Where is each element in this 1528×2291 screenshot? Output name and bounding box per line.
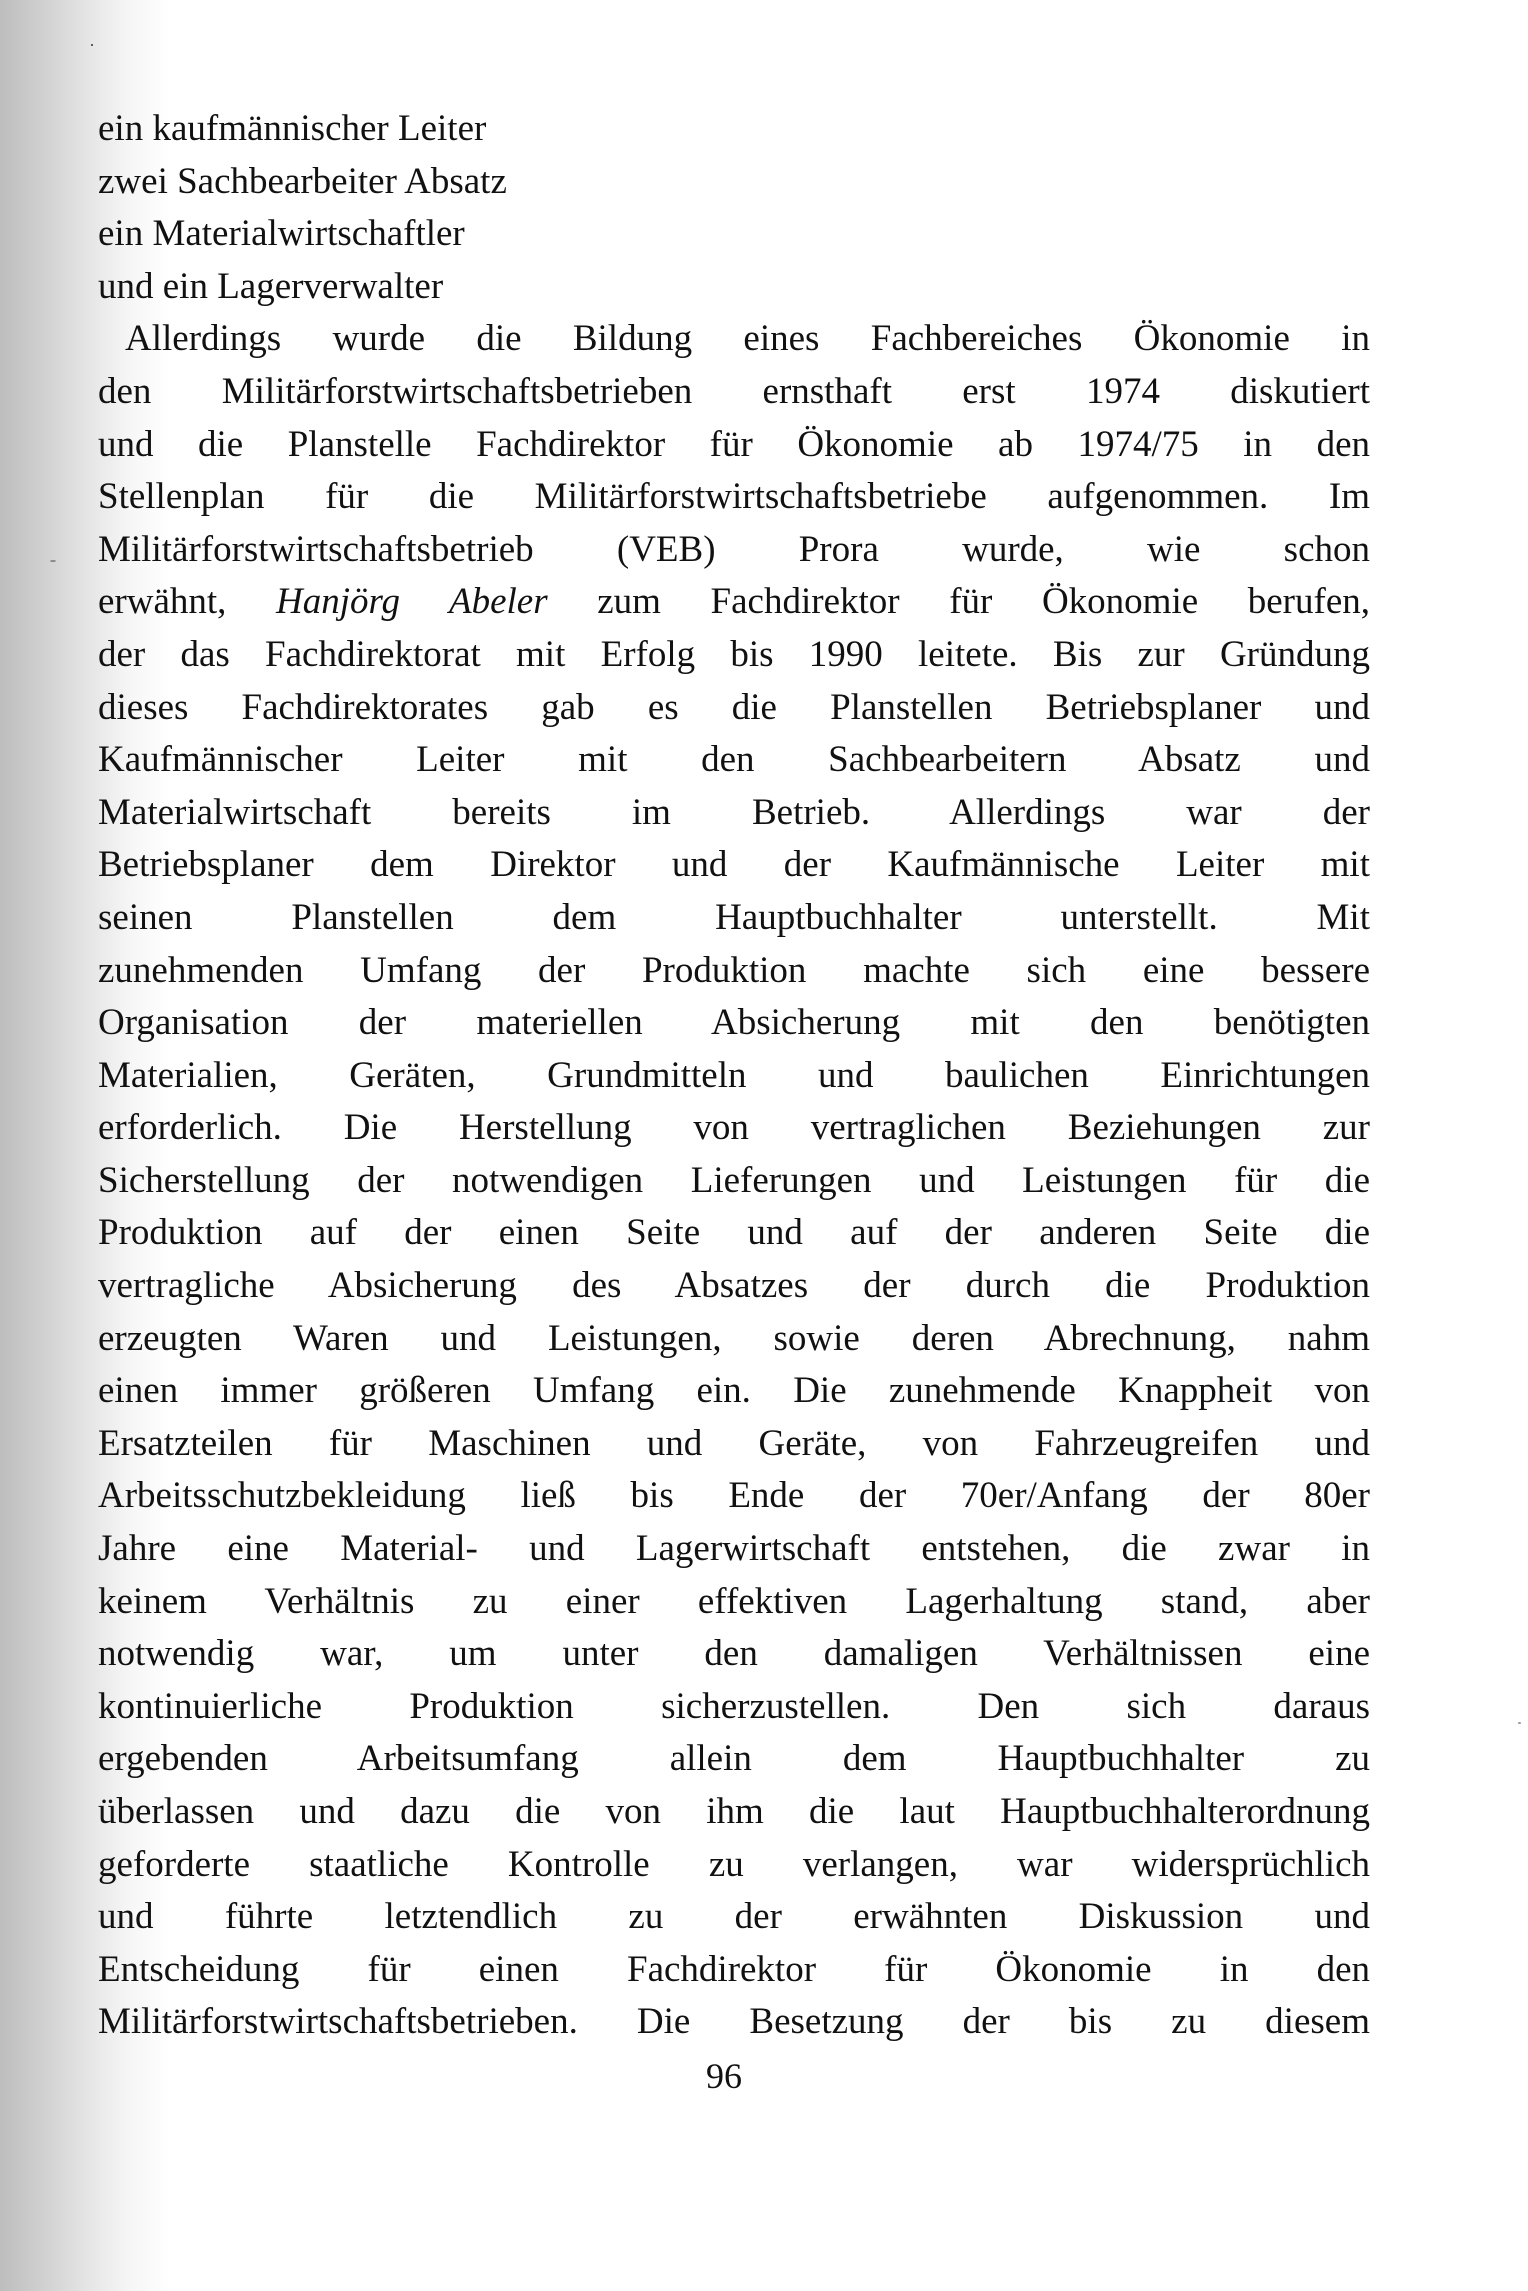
text-line: den Militärforstwirtschaftsbetrieben ernsthaft erst 1974 diskutiert xyxy=(98,370,1370,412)
text-line: keinem Verhältnis zu einer effektiven Lagerhaltung stand, aber xyxy=(98,1580,1370,1622)
text-line: erzeugten Waren und Leistungen, sowie deren Abrechnung, nahm xyxy=(98,1317,1370,1359)
text-line: Entscheidung für einen Fachdirektor für Ökonomie in den xyxy=(98,1948,1370,1990)
text-line: Stellenplan für die Militärforstwirtschaftsbetriebe aufgenommen. Im xyxy=(98,476,1370,518)
text-line: kontinuierliche Produktion sicherzustellen. Den sich daraus xyxy=(98,1685,1370,1727)
text-line: Materialwirtschaft bereits im Betrieb. Allerdings war der xyxy=(98,791,1370,833)
scan-speck xyxy=(1518,1722,1521,1724)
list-line: ein Materialwirtschaftler xyxy=(98,213,465,255)
list-line: zwei Sachbearbeiter Absatz xyxy=(98,160,507,202)
text-line: Militärforstwirtschaftsbetrieben. Die Besetzung der bis zu diesem xyxy=(98,2001,1370,2043)
text-line: notwendig war, um unter den damaligen Verhältnissen eine xyxy=(98,1633,1370,1675)
text-line: Sicherstellung der notwendigen Lieferungen und Leistungen für die xyxy=(98,1159,1370,1201)
text-line: vertragliche Absicherung des Absatzes der durch die Produktion xyxy=(98,1265,1370,1307)
text-line: Kaufmännischer Leiter mit den Sachbearbeitern Absatz und xyxy=(98,739,1370,781)
text-line: Militärforstwirtschaftsbetrieb (VEB) Prora wurde, wie schon xyxy=(98,528,1370,570)
text-line: und führte letztendlich zu der erwähnten Diskussion und xyxy=(98,1896,1370,1938)
text-line-with-name xyxy=(98,576,1370,629)
text-fragment: zum Fachdirektor für Ökonomie berufen, xyxy=(547,581,1370,623)
list-line: ein kaufmännischer Leiter xyxy=(98,108,487,149)
scan-speck xyxy=(91,44,93,46)
page-body xyxy=(98,103,1370,2049)
text-line: Materialien, Geräten, Grundmitteln und baulichen Einrichtungen xyxy=(98,1054,1370,1096)
text-line: Ersatzteilen für Maschinen und Geräte, von Fahrzeugreifen und xyxy=(98,1422,1370,1464)
person-name: Hanjörg Abeler xyxy=(276,581,548,623)
text-line: Jahre eine Material- und Lagerwirtschaft entstehen, die zwar in xyxy=(98,1528,1370,1570)
scan-speck xyxy=(50,560,56,562)
text-line: Allerdings wurde die Bildung eines Fachbereiches Ökonomie in xyxy=(125,318,1370,360)
text-line: und die Planstelle Fachdirektor für Ökonomie ab 1974/75 in den xyxy=(98,423,1370,465)
page-number xyxy=(0,2055,1528,2097)
text-line: Arbeitsschutzbekleidung ließ bis Ende der 70er/Anfang der 80er xyxy=(98,1475,1370,1517)
text-line: Betriebsplaner dem Direktor und der Kaufmännische Leiter mit xyxy=(98,844,1370,886)
text-line: seinen Planstellen dem Hauptbuchhalter unterstellt. Mit xyxy=(98,896,1370,938)
text-line: zunehmenden Umfang der Produktion machte sich eine bessere xyxy=(98,949,1370,991)
text-line: einen immer größeren Umfang ein. Die zunehmende Knappheit von xyxy=(98,1370,1370,1412)
text-fragment: erwähnt, xyxy=(98,581,277,623)
text-line: Produktion auf der einen Seite und auf der anderen Seite die xyxy=(98,1212,1370,1254)
page-number-text: 96 xyxy=(706,2056,742,2096)
text-line: überlassen und dazu die von ihm die laut Hauptbuchhalterordnung xyxy=(98,1791,1370,1832)
text-line: erforderlich. Die Herstellung von vertraglichen Beziehungen zur xyxy=(98,1107,1370,1149)
text-line: der das Fachdirektorat mit Erfolg bis 1990 leitete. Bis zur Gründung xyxy=(98,633,1370,675)
text-line: geforderte staatliche Kontrolle zu verlangen, war widersprüchlich xyxy=(98,1843,1370,1885)
text-line: ergebenden Arbeitsumfang allein dem Hauptbuchhalter zu xyxy=(98,1738,1370,1780)
text-line: dieses Fachdirektorates gab es die Planstellen Betriebsplaner und xyxy=(98,686,1370,728)
text-line: Organisation der materiellen Absicherung mit den benötigten xyxy=(98,1002,1370,1044)
list-line: und ein Lagerverwalter xyxy=(98,265,444,307)
